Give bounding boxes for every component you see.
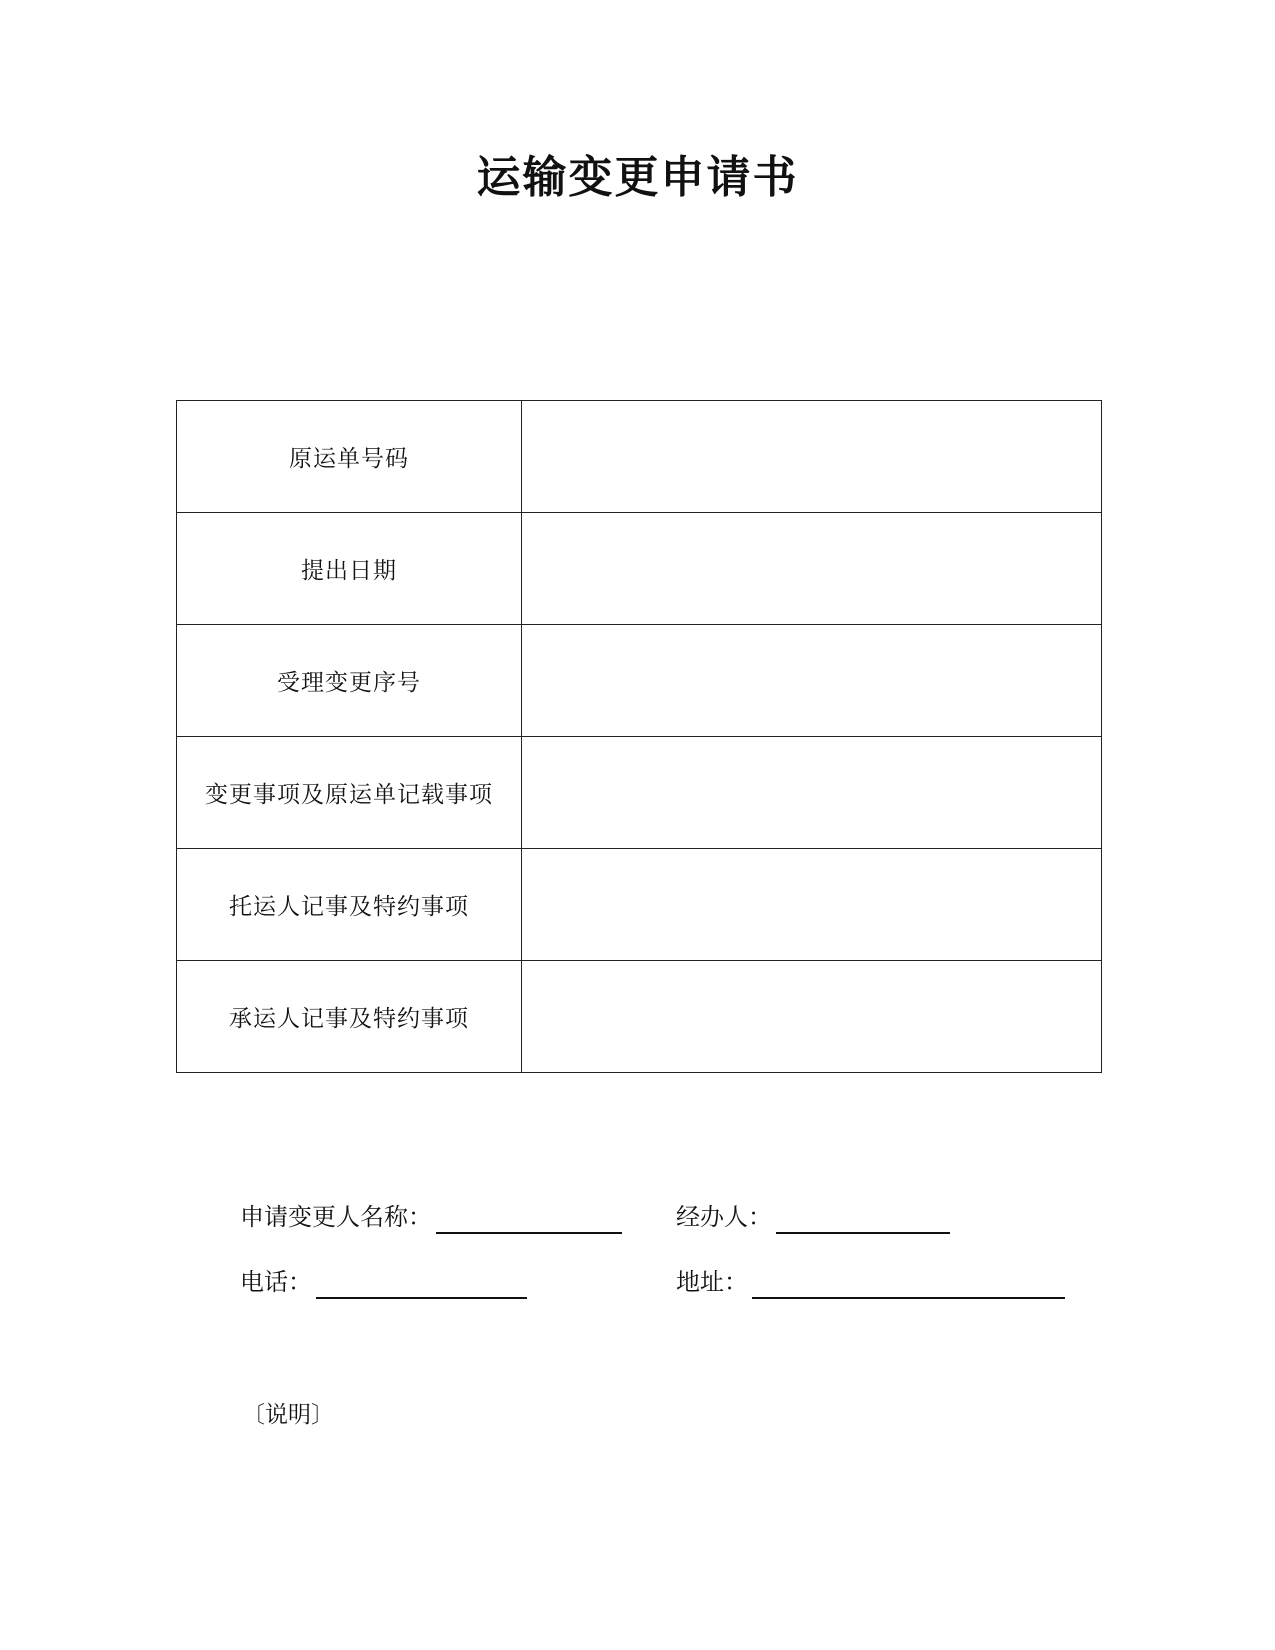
row-value-change-serial-number[interactable] <box>522 625 1102 737</box>
handler-label: 经办人： <box>676 1203 772 1231</box>
applicant-name-blank[interactable] <box>436 1204 622 1234</box>
table-row <box>177 849 1102 961</box>
applicant-name-label: 申请变更人名称： <box>240 1203 432 1231</box>
row-value-change-items[interactable] <box>522 737 1102 849</box>
row-label-change-items: 变更事项及原运单记载事项 <box>177 737 522 849</box>
table-row <box>177 401 1102 513</box>
table-row <box>177 625 1102 737</box>
row-value-shipper-notes[interactable] <box>522 849 1102 961</box>
note-heading: 〔说明〕 <box>242 1402 334 1428</box>
document-title: 运输变更申请书 <box>476 152 799 203</box>
handler-blank[interactable] <box>776 1204 950 1234</box>
address-blank[interactable] <box>752 1269 1065 1299</box>
address-label: 地址： <box>676 1268 748 1296</box>
table-row <box>177 961 1102 1073</box>
handler-field <box>676 1200 950 1234</box>
applicant-name-field <box>240 1200 622 1234</box>
address-field <box>676 1265 1065 1299</box>
change-request-table <box>176 400 1102 1073</box>
phone-label: 电话： <box>240 1268 312 1296</box>
phone-blank[interactable] <box>316 1269 527 1299</box>
row-label-submission-date: 提出日期 <box>177 513 522 625</box>
phone-field <box>240 1265 527 1299</box>
table-row <box>177 737 1102 849</box>
row-label-carrier-notes: 承运人记事及特约事项 <box>177 961 522 1073</box>
row-value-submission-date[interactable] <box>522 513 1102 625</box>
row-label-change-serial-number: 受理变更序号 <box>177 625 522 737</box>
row-value-original-waybill-number[interactable] <box>522 401 1102 513</box>
row-value-carrier-notes[interactable] <box>522 961 1102 1073</box>
table-row <box>177 513 1102 625</box>
row-label-original-waybill-number: 原运单号码 <box>177 401 522 513</box>
row-label-shipper-notes: 托运人记事及特约事项 <box>177 849 522 961</box>
